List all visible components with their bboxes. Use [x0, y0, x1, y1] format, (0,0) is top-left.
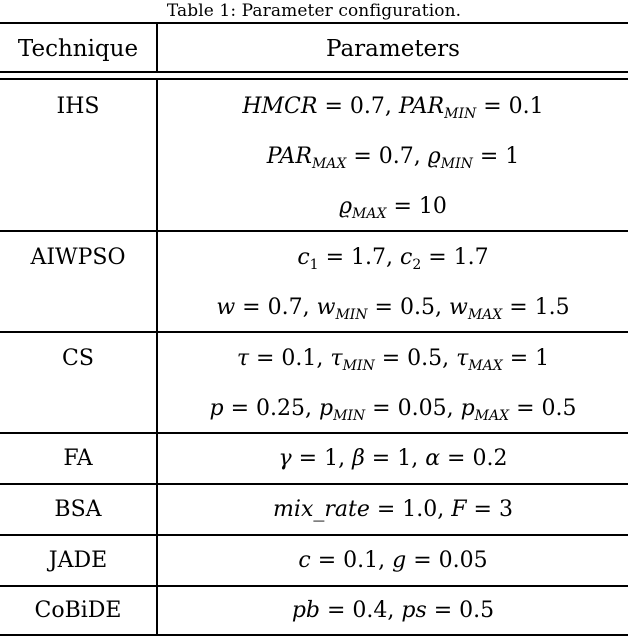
parameter-line: $ϱ_{MAX} = 10$: [339, 194, 447, 222]
parameter-line: HMCR = 0.7, $PAR_{MIN} = 0.1$: [242, 94, 544, 122]
technique-cell: AIWPSO: [30, 245, 126, 270]
technique-cell: CS: [62, 346, 94, 371]
top-rule: [0, 22, 628, 24]
row-rule: [0, 585, 628, 587]
technique-cell: FA: [63, 446, 93, 471]
row-rule: [0, 331, 628, 333]
table-caption: Table 1: Parameter configuration.: [166, 1, 462, 21]
row-rule: [0, 432, 628, 434]
header-parameters: Parameters: [326, 36, 460, 62]
technique-cell: BSA: [54, 497, 102, 522]
technique-cell: CoBiDE: [34, 598, 122, 623]
parameter-line: mix_rate = 1.0, F = 3: [273, 497, 513, 522]
parameter-line: τ = 0.1, $\tau_{MIN} = 0.5$, $\tau_{MAX} = 1$: [236, 346, 550, 374]
row-rule: [0, 483, 628, 485]
row-rule: [0, 534, 628, 536]
header-rule-1: [0, 71, 628, 73]
header-technique: Technique: [17, 36, 139, 62]
parameter-line: c = 0.1, g = 0.05: [298, 548, 488, 573]
parameter-line: w = 0.7, $w_{MIN} = 0.5$, $w_{MAX} = 1.5$: [216, 295, 570, 323]
parameter-table: [0, 22, 628, 638]
parameter-line: $c_1 = 1.7$, $c_2 = 1.7$: [297, 245, 489, 273]
bottom-rule: [0, 634, 628, 636]
parameter-line: pb = 0.4, ps = 0.5: [291, 598, 495, 623]
technique-cell: JADE: [48, 548, 108, 573]
header-rule-2: [0, 78, 628, 80]
parameter-line: γ = 1, β = 1, α = 0.2: [278, 446, 508, 471]
row-rule: [0, 230, 628, 232]
technique-cell: IHS: [56, 94, 100, 119]
parameter-line: p = 0.25, $p_{MIN} = 0.05$, $p_{MAX} = 0.5$: [209, 396, 577, 424]
parameter-line: $PAR_{MAX} = 0.7$, $ϱ_{MIN} = 1$: [266, 144, 520, 172]
